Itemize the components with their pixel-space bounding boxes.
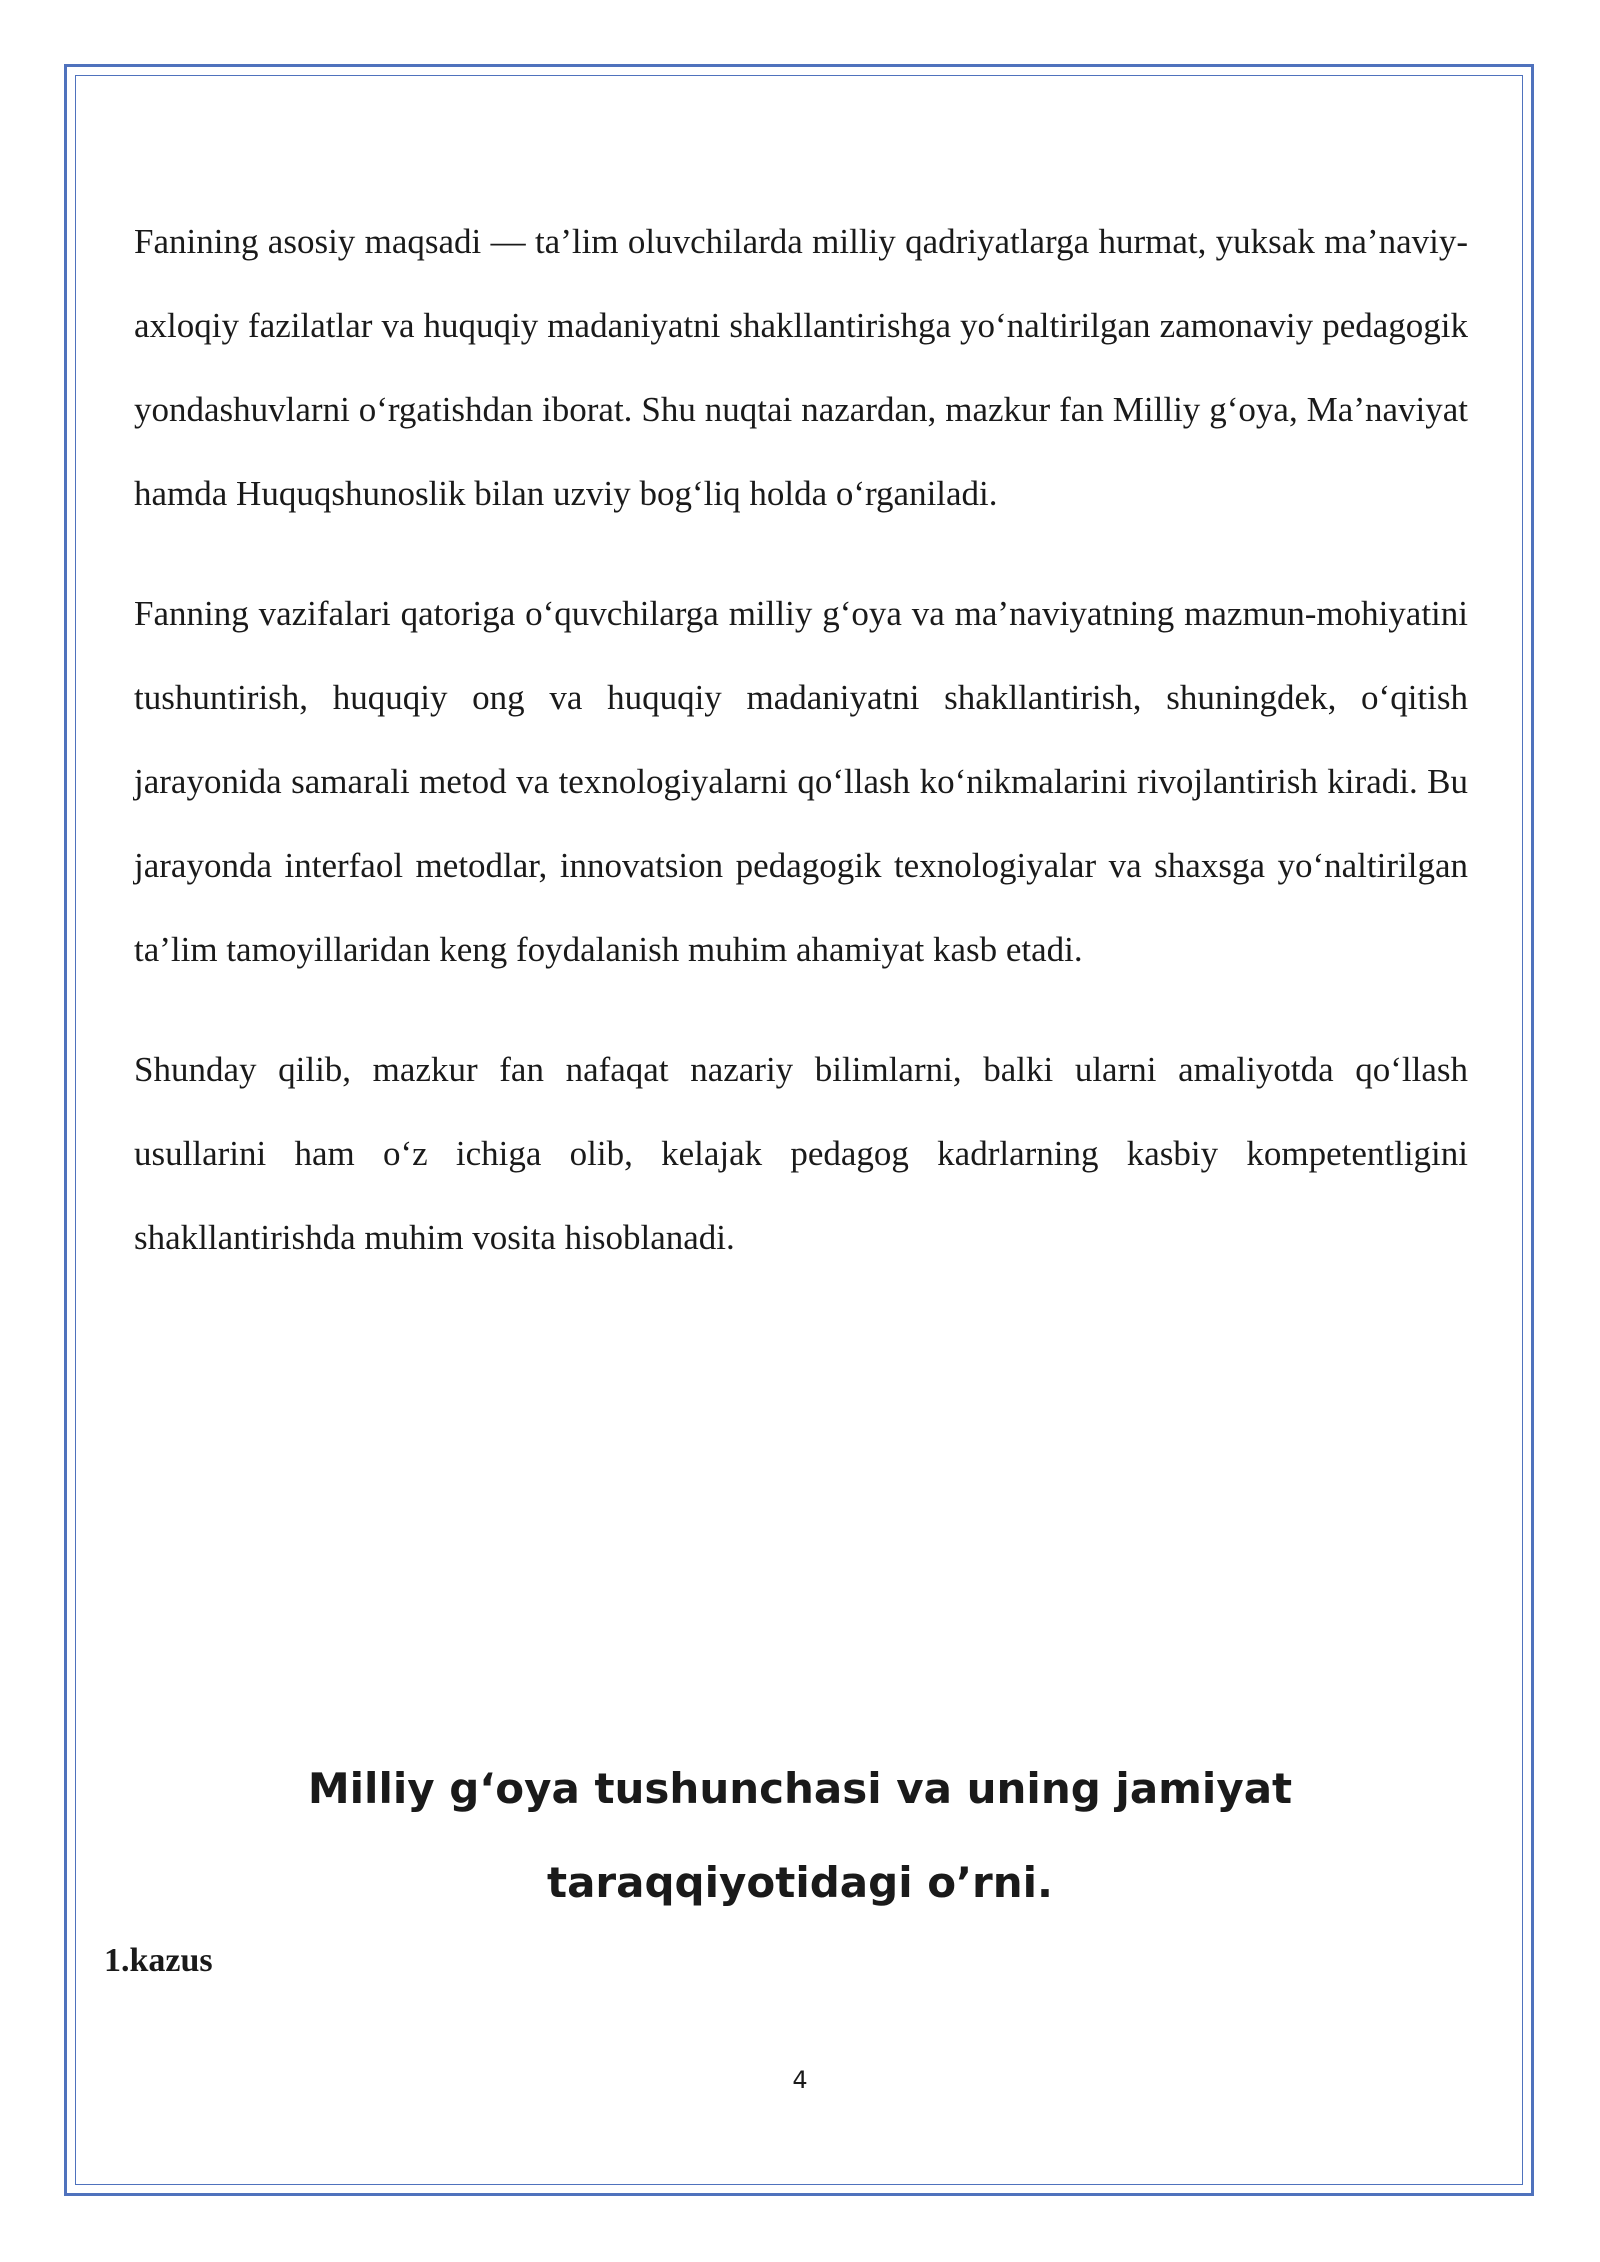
body-text [134, 200, 1468, 1280]
paragraph-goal: Fanining asosiy maqsadi — ta’lim oluvchilarda milliy qadriyatlarga hurmat, yuksak ma’naviy-axloqiy fazilatlar va huquqiy madaniyatni shakllantirishga yo‘naltirilgan zamonaviy pedagogik yondashuvlarni o‘rgatishdan iborat. Shu nuqtai nazardan, mazkur fan Milliy g‘oya, Ma’naviyat hamda Huquqshunoslik bilan uzviy bog‘liq holda o‘rganiladi. [134, 222, 1468, 513]
paragraph-conclusion: Shunday qilib, mazkur fan nafaqat nazariy bilimlarni, balki ularni amaliyotda qo‘llash usullarini ham o‘z ichiga olib, kelajak pedagog kadrlarning kasbiy kompetentligini shakllantirishda muhim vosita hisoblanadi. [134, 1050, 1468, 1257]
case-label: 1.kazus [104, 1942, 213, 1979]
page-number: 4 [792, 2066, 808, 2094]
paragraph-tasks: Fanning vazifalari qatoriga o‘quvchilarga milliy g‘oya va ma’naviyatning mazmun-mohiyatini tushuntirish, huquqiy ong va huquqiy madaniyatni shakllantirish, shuningdek, o‘qitish jarayonida samarali metod va texnologiyalarni qo‘llash ko‘nikmalarini rivojlantirish kiradi. Bu jarayonda interfaol metodlar, innovatsion pedagogik texnologiyalar va shaxsga yo‘naltirilgan ta’lim tamoyillaridan keng foydalanish muhim ahamiyat kasb etadi. [134, 594, 1468, 969]
section-heading: Milliy g‘oya tushunchasi va uning jamiyat taraqqiyotidagi o’rni. [307, 1764, 1293, 1907]
